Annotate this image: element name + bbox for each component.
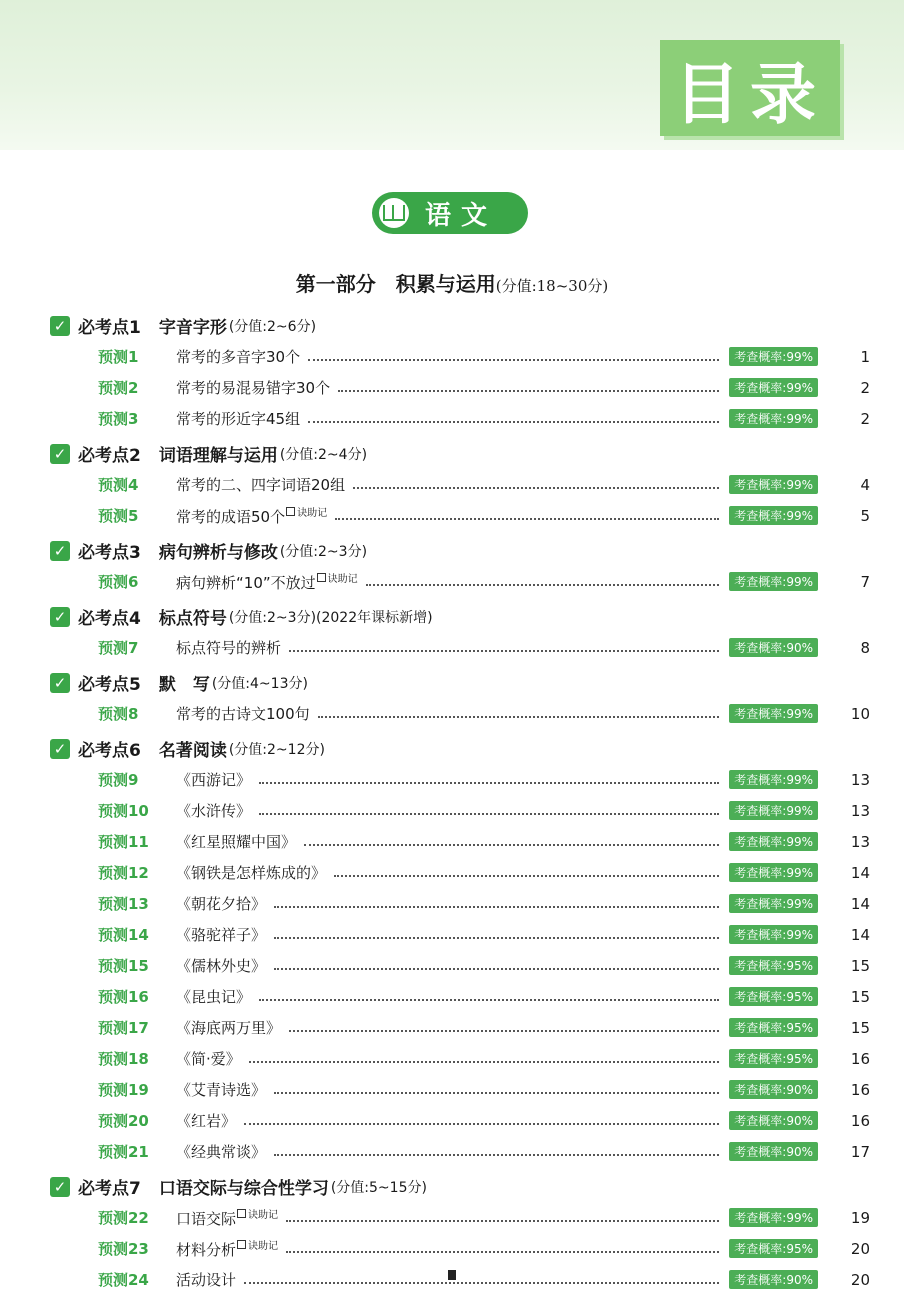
section-name: 必考点1 (78, 318, 141, 338)
check-icon: ✓ (50, 1177, 70, 1197)
probability-badge: 考查概率:95% (729, 987, 818, 1006)
toc-entry[interactable] (50, 1074, 870, 1105)
entry-title (176, 924, 266, 945)
entry-title (176, 955, 266, 976)
toc-entry[interactable] (50, 826, 870, 857)
entry-title-text: 《红岩》 (176, 1112, 237, 1130)
entry-title-text: 常考的形近字45组 (176, 410, 301, 428)
subject-label: 语文 (425, 200, 498, 231)
entry-title (176, 1141, 266, 1162)
page-number: 19 (850, 1208, 870, 1227)
toc-list (50, 306, 870, 1295)
entry-title-text: 《昆虫记》 (176, 988, 252, 1006)
mnemonic-tag: 诀助记 (317, 574, 358, 585)
section-score: (分值:2~12分) (228, 741, 325, 758)
entry-title (176, 1206, 278, 1229)
page-number: 16 (850, 1049, 870, 1068)
section-score: (分值:2~3分) (279, 543, 368, 560)
section-name: 必考点7 (78, 1179, 141, 1199)
page-number: 13 (850, 832, 870, 851)
entry-title (176, 1017, 281, 1038)
mnemonic-tag: 诀助记 (237, 1241, 278, 1252)
page-number: 13 (850, 801, 870, 820)
mnemonic-tag: 诀助记 (286, 508, 327, 519)
page-number: 10 (850, 704, 870, 723)
entry-title (176, 862, 326, 883)
probability-badge: 考查概率:99% (729, 801, 818, 820)
prediction-label: 预测21 (98, 1143, 149, 1161)
entry-title (176, 474, 345, 495)
entry-title (176, 831, 296, 852)
page-number: 16 (850, 1080, 870, 1099)
leader-dots (366, 584, 720, 586)
probability-badge: 考查概率:99% (729, 925, 818, 944)
page-number: 17 (850, 1142, 870, 1161)
prediction-label: 预测24 (98, 1271, 149, 1289)
probability-badge: 考查概率:99% (729, 506, 818, 525)
leader-dots (259, 999, 719, 1001)
prediction-label: 预测3 (98, 410, 139, 428)
entry-title (176, 986, 251, 1007)
toc-entry[interactable] (50, 632, 870, 663)
entry-title-text: 常考的二、四字词语20组 (176, 476, 346, 494)
check-icon: ✓ (50, 316, 70, 336)
part-heading (0, 268, 904, 297)
section-name: 必考点6 (78, 741, 141, 761)
probability-badge: 考查概率:90% (729, 1270, 818, 1289)
probability-badge: 考查概率:90% (729, 1080, 818, 1099)
leader-dots (308, 421, 719, 423)
page-number: 1 (860, 347, 870, 366)
toc-entry[interactable] (50, 1043, 870, 1074)
entry-title (176, 377, 330, 398)
entry-title (176, 1110, 236, 1131)
part-score: (分值:18~30分) (495, 277, 609, 295)
page-number: 20 (850, 1270, 870, 1289)
entry-title-text: 常考的成语50个 (176, 508, 286, 526)
page-number: 14 (850, 894, 870, 913)
section-heading (50, 733, 870, 764)
section-title: 名著阅读 (158, 741, 227, 761)
prediction-label: 预测14 (98, 926, 149, 944)
entry-title-text: 活动设计 (176, 1271, 237, 1289)
leader-dots (304, 844, 719, 846)
entry-title-text: 《水浒传》 (176, 802, 252, 820)
leader-dots (244, 1282, 719, 1284)
entry-title-text: 《海底两万里》 (176, 1019, 282, 1037)
toc-entry[interactable] (50, 919, 870, 950)
page-number: 7 (860, 572, 870, 591)
section-name: 必考点5 (78, 675, 141, 695)
section-title: 口语交际与综合性学习 (158, 1179, 329, 1199)
entry-title-text: 《艾青诗选》 (176, 1081, 267, 1099)
leader-dots (274, 1092, 719, 1094)
entry-title-text: 《钢铁是怎样炼成的》 (176, 864, 327, 882)
probability-badge: 考查概率:99% (729, 894, 818, 913)
section-heading (50, 535, 870, 566)
probability-badge: 考查概率:99% (729, 572, 818, 591)
entry-title (176, 408, 300, 429)
page-number: 4 (860, 475, 870, 494)
toc-entry[interactable] (50, 857, 870, 888)
section-title: 词语理解与运用 (158, 446, 278, 466)
entry-title-text: 《儒林外史》 (176, 957, 267, 975)
probability-badge: 考查概率:95% (729, 1049, 818, 1068)
section-name: 必考点2 (78, 446, 141, 466)
entry-title-text: 《西游记》 (176, 771, 252, 789)
toc-entry[interactable] (50, 698, 870, 729)
leader-dots (289, 1030, 719, 1032)
leader-dots (353, 487, 719, 489)
check-icon: ✓ (50, 739, 70, 759)
page-number: 14 (850, 863, 870, 882)
leader-dots (244, 1123, 719, 1125)
entry-title-text: 常考的古诗文100句 (176, 705, 310, 723)
entry-title-text: 《简·爱》 (176, 1050, 241, 1068)
toc-entry[interactable] (50, 372, 870, 403)
check-icon: ✓ (50, 673, 70, 693)
check-icon: ✓ (50, 541, 70, 561)
part-title: 第一部分 积累与运用 (295, 272, 496, 296)
probability-badge: 考查概率:99% (729, 1208, 818, 1227)
prediction-label: 预测8 (98, 705, 139, 723)
leader-dots (274, 968, 719, 970)
entry-title (176, 346, 300, 367)
page-number: 5 (860, 506, 870, 525)
prediction-label: 预测6 (98, 573, 139, 591)
toc-entry[interactable] (50, 764, 870, 795)
section-name: 必考点3 (78, 543, 141, 563)
page-number: 16 (850, 1111, 870, 1130)
prediction-label: 预测15 (98, 957, 149, 975)
page-number: 15 (850, 956, 870, 975)
entry-title (176, 504, 327, 527)
probability-badge: 考查概率:90% (729, 1142, 818, 1161)
toc-entry[interactable] (50, 981, 870, 1012)
leader-dots (338, 390, 719, 392)
section-score: (分值:4~13分) (211, 675, 308, 692)
mnemonic-tag: 诀助记 (237, 1210, 278, 1221)
prediction-label: 预测13 (98, 895, 149, 913)
entry-title (176, 769, 251, 790)
probability-badge: 考查概率:90% (729, 1111, 818, 1130)
section-heading (50, 438, 870, 469)
toc-entry[interactable] (50, 469, 870, 500)
page-number: 15 (850, 987, 870, 1006)
toc-entry[interactable] (50, 1233, 870, 1264)
prediction-label: 预测11 (98, 833, 149, 851)
prediction-label: 预测20 (98, 1112, 149, 1130)
toc-entry[interactable] (50, 500, 870, 531)
section-heading (50, 667, 870, 698)
leader-dots (249, 1061, 720, 1063)
prediction-label: 预测5 (98, 507, 139, 525)
leader-dots (259, 782, 719, 784)
prediction-label: 预测19 (98, 1081, 149, 1099)
prediction-label: 预测10 (98, 802, 149, 820)
entry-title-text: 口语交际 (176, 1210, 237, 1228)
leader-dots (286, 1220, 719, 1222)
leader-dots (274, 1154, 719, 1156)
leader-dots (318, 716, 720, 718)
entry-title (176, 1237, 278, 1260)
prediction-label: 预测9 (98, 771, 139, 789)
entry-title-text: 常考的易混易错字30个 (176, 379, 331, 397)
entry-title-text: 材料分析 (176, 1241, 237, 1259)
toc-entry[interactable] (50, 1105, 870, 1136)
section-heading (50, 310, 870, 341)
toc-entry[interactable] (50, 341, 870, 372)
toc-entry[interactable] (50, 1136, 870, 1167)
entry-title (176, 800, 251, 821)
probability-badge: 考查概率:95% (729, 956, 818, 975)
page-number: 20 (850, 1239, 870, 1258)
prediction-label: 预测16 (98, 988, 149, 1006)
subject-tab (372, 192, 528, 234)
leader-dots (334, 875, 719, 877)
prediction-label: 预测18 (98, 1050, 149, 1068)
page-number: 2 (860, 409, 870, 428)
toc-entry[interactable] (50, 566, 870, 597)
entry-title-text: 《骆驼祥子》 (176, 926, 267, 944)
prediction-label: 预测2 (98, 379, 139, 397)
prediction-label: 预测22 (98, 1209, 149, 1227)
prediction-label: 预测17 (98, 1019, 149, 1037)
entry-title (176, 570, 358, 593)
prediction-label: 预测7 (98, 639, 139, 657)
prediction-label: 预测4 (98, 476, 139, 494)
entry-title (176, 1048, 241, 1069)
toc-title: 目录 (660, 40, 840, 136)
probability-badge: 考查概率:99% (729, 347, 818, 366)
page-number: 14 (850, 925, 870, 944)
section-score: (分值:2~3分)(2022年课标新增) (228, 609, 433, 626)
prediction-label: 预测12 (98, 864, 149, 882)
probability-badge: 考查概率:99% (729, 475, 818, 494)
entry-title-text: 《经典常谈》 (176, 1143, 267, 1161)
toc-entry[interactable] (50, 888, 870, 919)
section-name: 必考点4 (78, 609, 141, 629)
section-heading (50, 601, 870, 632)
check-icon: ✓ (50, 607, 70, 627)
section-score: (分值:2~4分) (279, 446, 368, 463)
page-mark (448, 1270, 456, 1280)
toc-entry[interactable] (50, 795, 870, 826)
toc-entry[interactable] (50, 950, 870, 981)
section-score: (分值:5~15分) (330, 1179, 427, 1196)
probability-badge: 考查概率:99% (729, 378, 818, 397)
leader-dots (335, 518, 719, 520)
entry-title (176, 1079, 266, 1100)
section-title: 病句辨析与修改 (158, 543, 278, 563)
section-title: 标点符号 (158, 609, 227, 629)
probability-badge: 考查概率:99% (729, 863, 818, 882)
probability-badge: 考查概率:95% (729, 1239, 818, 1258)
page-number: 15 (850, 1018, 870, 1037)
probability-badge: 考查概率:99% (729, 832, 818, 851)
page-number: 13 (850, 770, 870, 789)
page-number: 8 (860, 638, 870, 657)
prediction-label: 预测23 (98, 1240, 149, 1258)
leader-dots (286, 1251, 719, 1253)
leader-dots (274, 937, 719, 939)
entry-title (176, 703, 310, 724)
leader-dots (259, 813, 719, 815)
entry-title-text: 常考的多音字30个 (176, 348, 301, 366)
probability-badge: 考查概率:99% (729, 704, 818, 723)
entry-title-text: 病句辨析“10”不放过 (176, 574, 316, 592)
probability-badge: 考查概率:99% (729, 770, 818, 789)
page-number: 2 (860, 378, 870, 397)
entry-title-text: 《红星照耀中国》 (176, 833, 297, 851)
toc-entry[interactable] (50, 403, 870, 434)
check-icon: ✓ (50, 444, 70, 464)
toc-entry[interactable] (50, 1012, 870, 1043)
section-title: 默 写 (158, 675, 210, 695)
section-score: (分值:2~6分) (228, 318, 317, 335)
entry-title (176, 893, 266, 914)
section-title: 字音字形 (158, 318, 227, 338)
leader-dots (308, 359, 719, 361)
book-icon (379, 198, 409, 228)
probability-badge: 考查概率:90% (729, 638, 818, 657)
toc-entry[interactable] (50, 1202, 870, 1233)
leader-dots (274, 906, 719, 908)
entry-title-text: 《朝花夕拾》 (176, 895, 267, 913)
probability-badge: 考查概率:95% (729, 1018, 818, 1037)
prediction-label: 预测1 (98, 348, 139, 366)
entry-title-text: 标点符号的辨析 (176, 639, 282, 657)
leader-dots (289, 650, 719, 652)
entry-title (176, 637, 281, 658)
section-heading (50, 1171, 870, 1202)
probability-badge: 考查概率:99% (729, 409, 818, 428)
